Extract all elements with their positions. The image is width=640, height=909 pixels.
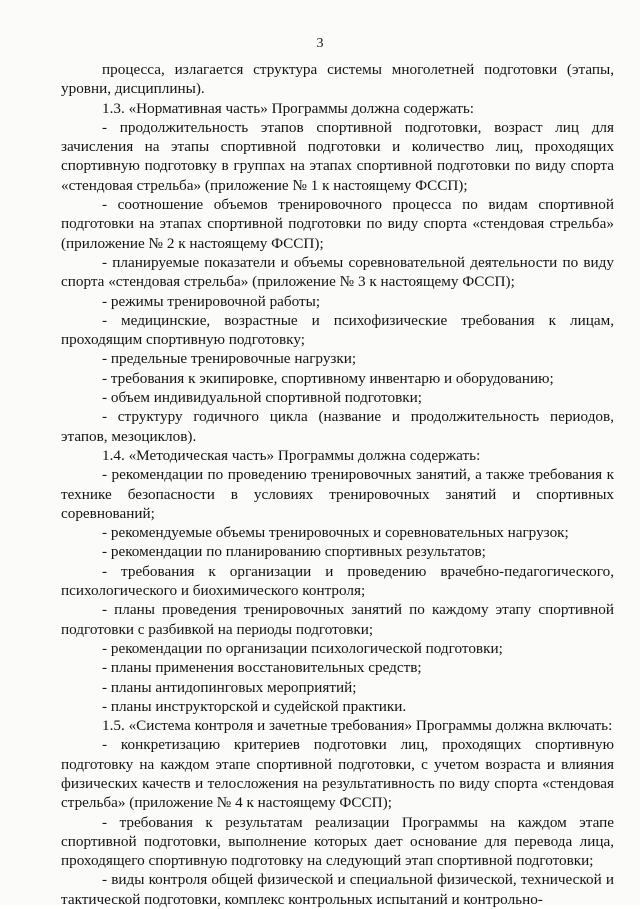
list-item: - требования к экипировке, спортивному инвентарю и оборудованию; xyxy=(102,369,554,387)
list-item: - рекомендации по планированию спортивных результатов; xyxy=(102,543,486,561)
list-item: - соотношение объемов тренировочного процесса по видам спортивной подготовки на этапах спортивной подготовки по виду спорта «стендовая стрельба» (приложение № 2 к настоящему ФССП); xyxy=(61,196,614,252)
list-item: - структуру годичного цикла (название и продолжительность периодов, этапов, мезоциклов). xyxy=(61,408,614,445)
list-item: - виды контроля общей физической и специальной физической, технической и тактической подготовки, комплекс контрольных испытаний и контрольно- xyxy=(61,871,614,908)
list-item: - предельные тренировочные нагрузки; xyxy=(102,350,357,368)
list-item: - конкретизацию критериев подготовки лиц, проходящих спортивную подготовку на каждом этапе спортивной подготовки, с учетом возраста и влияния физических качеств и телосложения на результативность по виду спорта «стендовая стрельба» (приложение № 4 к настоящему ФССП); xyxy=(61,736,614,812)
list-item: - требования к организации и проведению врачебно-педагогического, психологического и биохимического контроля; xyxy=(61,562,614,600)
list-item: - продолжительность этапов спортивной подготовки, возраст лиц для зачисления на этапы спортивной подготовки и количество лиц, проходящих спортивную подготовку в группах на этапах спортивной подготовки по виду спорта «стендовая стрельба» (приложение № 1 к настоящему ФССП); xyxy=(61,118,614,194)
section-heading-1-3: 1.3. «Нормативная часть» Программы должна содержать: xyxy=(102,99,474,117)
list-item: - рекомендации по проведению тренировочных занятий, а также требования к технике безопасности в условиях тренировочных занятий и спортивных соревнований; xyxy=(61,466,614,522)
list-item: - планы инструкторской и судейской практики. xyxy=(102,697,407,715)
list-item: - режимы тренировочной работы; xyxy=(102,292,321,310)
page-number: 3 xyxy=(316,36,324,51)
section-heading-1-5: 1.5. «Система контроля и зачетные требования» Программы должна включать: xyxy=(102,717,613,735)
list-item: - планируемые показатели и объемы соревновательной деятельности по виду спорта «стендовая стрельба» (приложение № 3 к настоящему ФССП); xyxy=(61,253,614,291)
document-body xyxy=(61,60,614,909)
section-heading-1-4: 1.4. «Методическая часть» Программы должна содержать: xyxy=(102,446,481,464)
list-item: - планы проведения тренировочных занятий по каждому этапу спортивной подготовки с разбивкой на периоды подготовки; xyxy=(61,601,614,638)
list-item: - рекомендации по организации психологической подготовки; xyxy=(102,639,503,657)
list-item: - объем индивидуальной спортивной подготовки; xyxy=(102,389,422,407)
list-item: - рекомендуемые объемы тренировочных и соревновательных нагрузок; xyxy=(102,524,569,542)
list-item: - планы применения восстановительных средств; xyxy=(102,659,422,677)
list-item: - медицинские, возрастные и психофизические требования к лицам, проходящим спортивную подготовку; xyxy=(61,311,614,349)
list-item: - планы антидопинговых мероприятий; xyxy=(102,678,357,696)
paragraph: процесса, излагается структура системы многолетней подготовки (этапы, уровни, дисциплины). xyxy=(61,61,614,98)
list-item: - требования к результатам реализации Программы на каждом этапе спортивной подготовки, выполнение которых дает основание для перевода лица, проходящего спортивную подготовку на следующий этап спортивной подготовки; xyxy=(61,813,614,870)
